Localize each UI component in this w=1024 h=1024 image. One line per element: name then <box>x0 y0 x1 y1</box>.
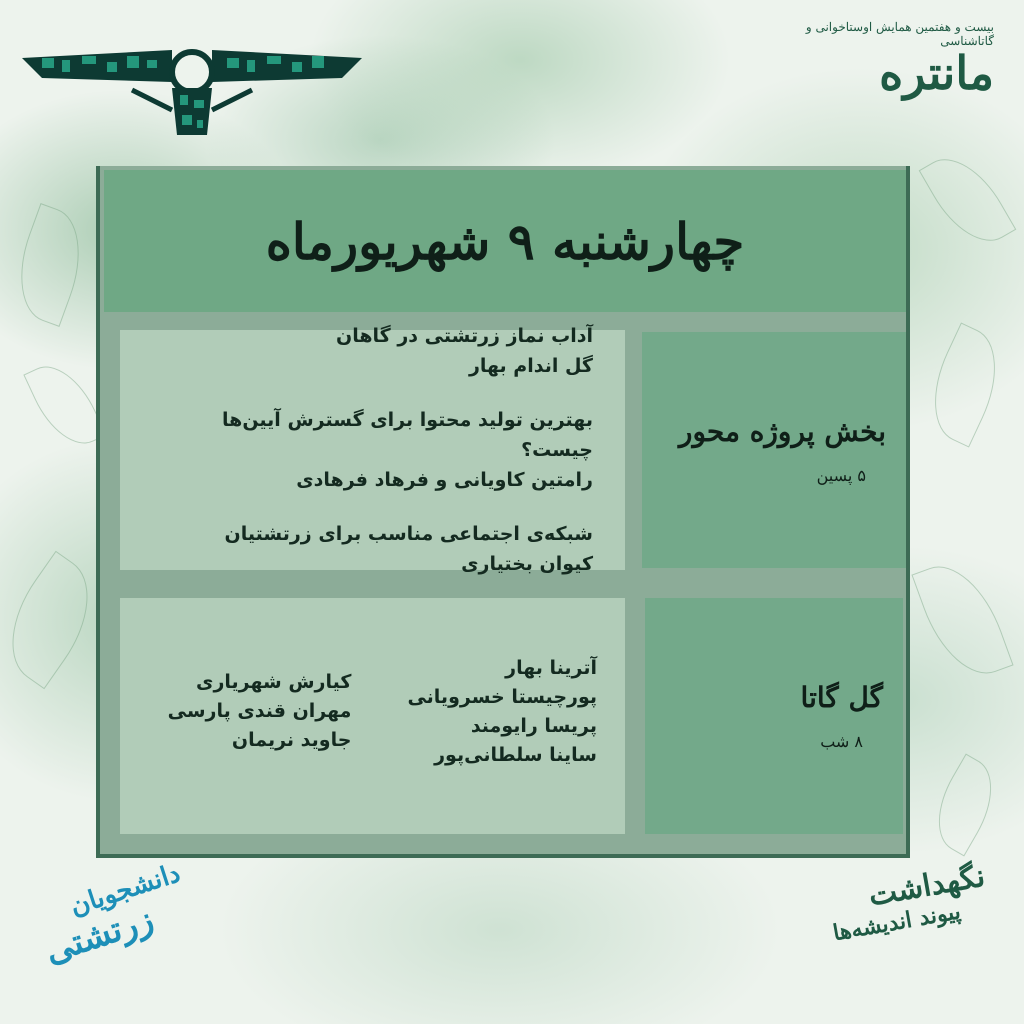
talk-speaker: رامتین کاویانی و فرهاد فرهادی <box>296 469 593 491</box>
talk-item <box>152 321 593 381</box>
participant-name: کیارش شهریاری <box>196 671 352 693</box>
talk-item <box>152 519 593 579</box>
section-time: ۸ شب <box>820 732 863 751</box>
section2-label <box>645 598 903 834</box>
date-header <box>104 170 906 312</box>
slogan-line2: پیوند اندیشه‌ها <box>830 898 963 947</box>
participant-name: ساینا سلطانی‌پور <box>434 744 597 766</box>
brand-name: مانتره <box>879 46 994 100</box>
section1-label <box>642 332 906 568</box>
section-title: گل گاتا <box>800 681 883 714</box>
brand-tagline: بیست و هفتمین همایش اوستاخوانی و گاتاشناسی <box>805 20 994 48</box>
section-title: بخش پروژه محور <box>678 415 886 448</box>
participant-name: پورچیستا خسرویانی <box>407 686 597 708</box>
talk-title: بهترین تولید محتوا برای گسترش آیین‌ها چیست؟ <box>222 409 593 461</box>
participant-name: جاوید نریمان <box>231 729 352 751</box>
talk-title: شبکه‌ی اجتماعی مناسب برای زرتشتیان <box>224 523 593 545</box>
talk-item <box>152 405 593 495</box>
participant-name: آترینا بهار <box>505 657 597 679</box>
slogan-line1: نگهداشت <box>865 858 988 914</box>
page-title: چهارشنبه ۹ شهریورماه <box>265 211 745 271</box>
participant-name: پریسا رایومند <box>470 715 597 737</box>
talk-speaker: کیوان بختیاری <box>461 553 593 575</box>
mantra-brand-logo <box>764 20 994 98</box>
section-time: ۵ پسین <box>816 466 866 485</box>
names-column-left <box>168 668 352 755</box>
talk-title: آداب نماز زرتشتی در گاهان <box>336 325 593 347</box>
talk-speaker: گل اندام بهار <box>468 355 593 377</box>
students-logo-line1: دانشجویان <box>66 858 184 923</box>
section1-talks <box>120 325 625 575</box>
faravahar-logo <box>22 40 362 144</box>
section2-participants <box>120 598 625 834</box>
participant-name: مهران قندی پارسی <box>167 700 352 722</box>
students-logo-line2: زرتشتی <box>40 899 159 972</box>
names-column-right <box>407 654 597 770</box>
